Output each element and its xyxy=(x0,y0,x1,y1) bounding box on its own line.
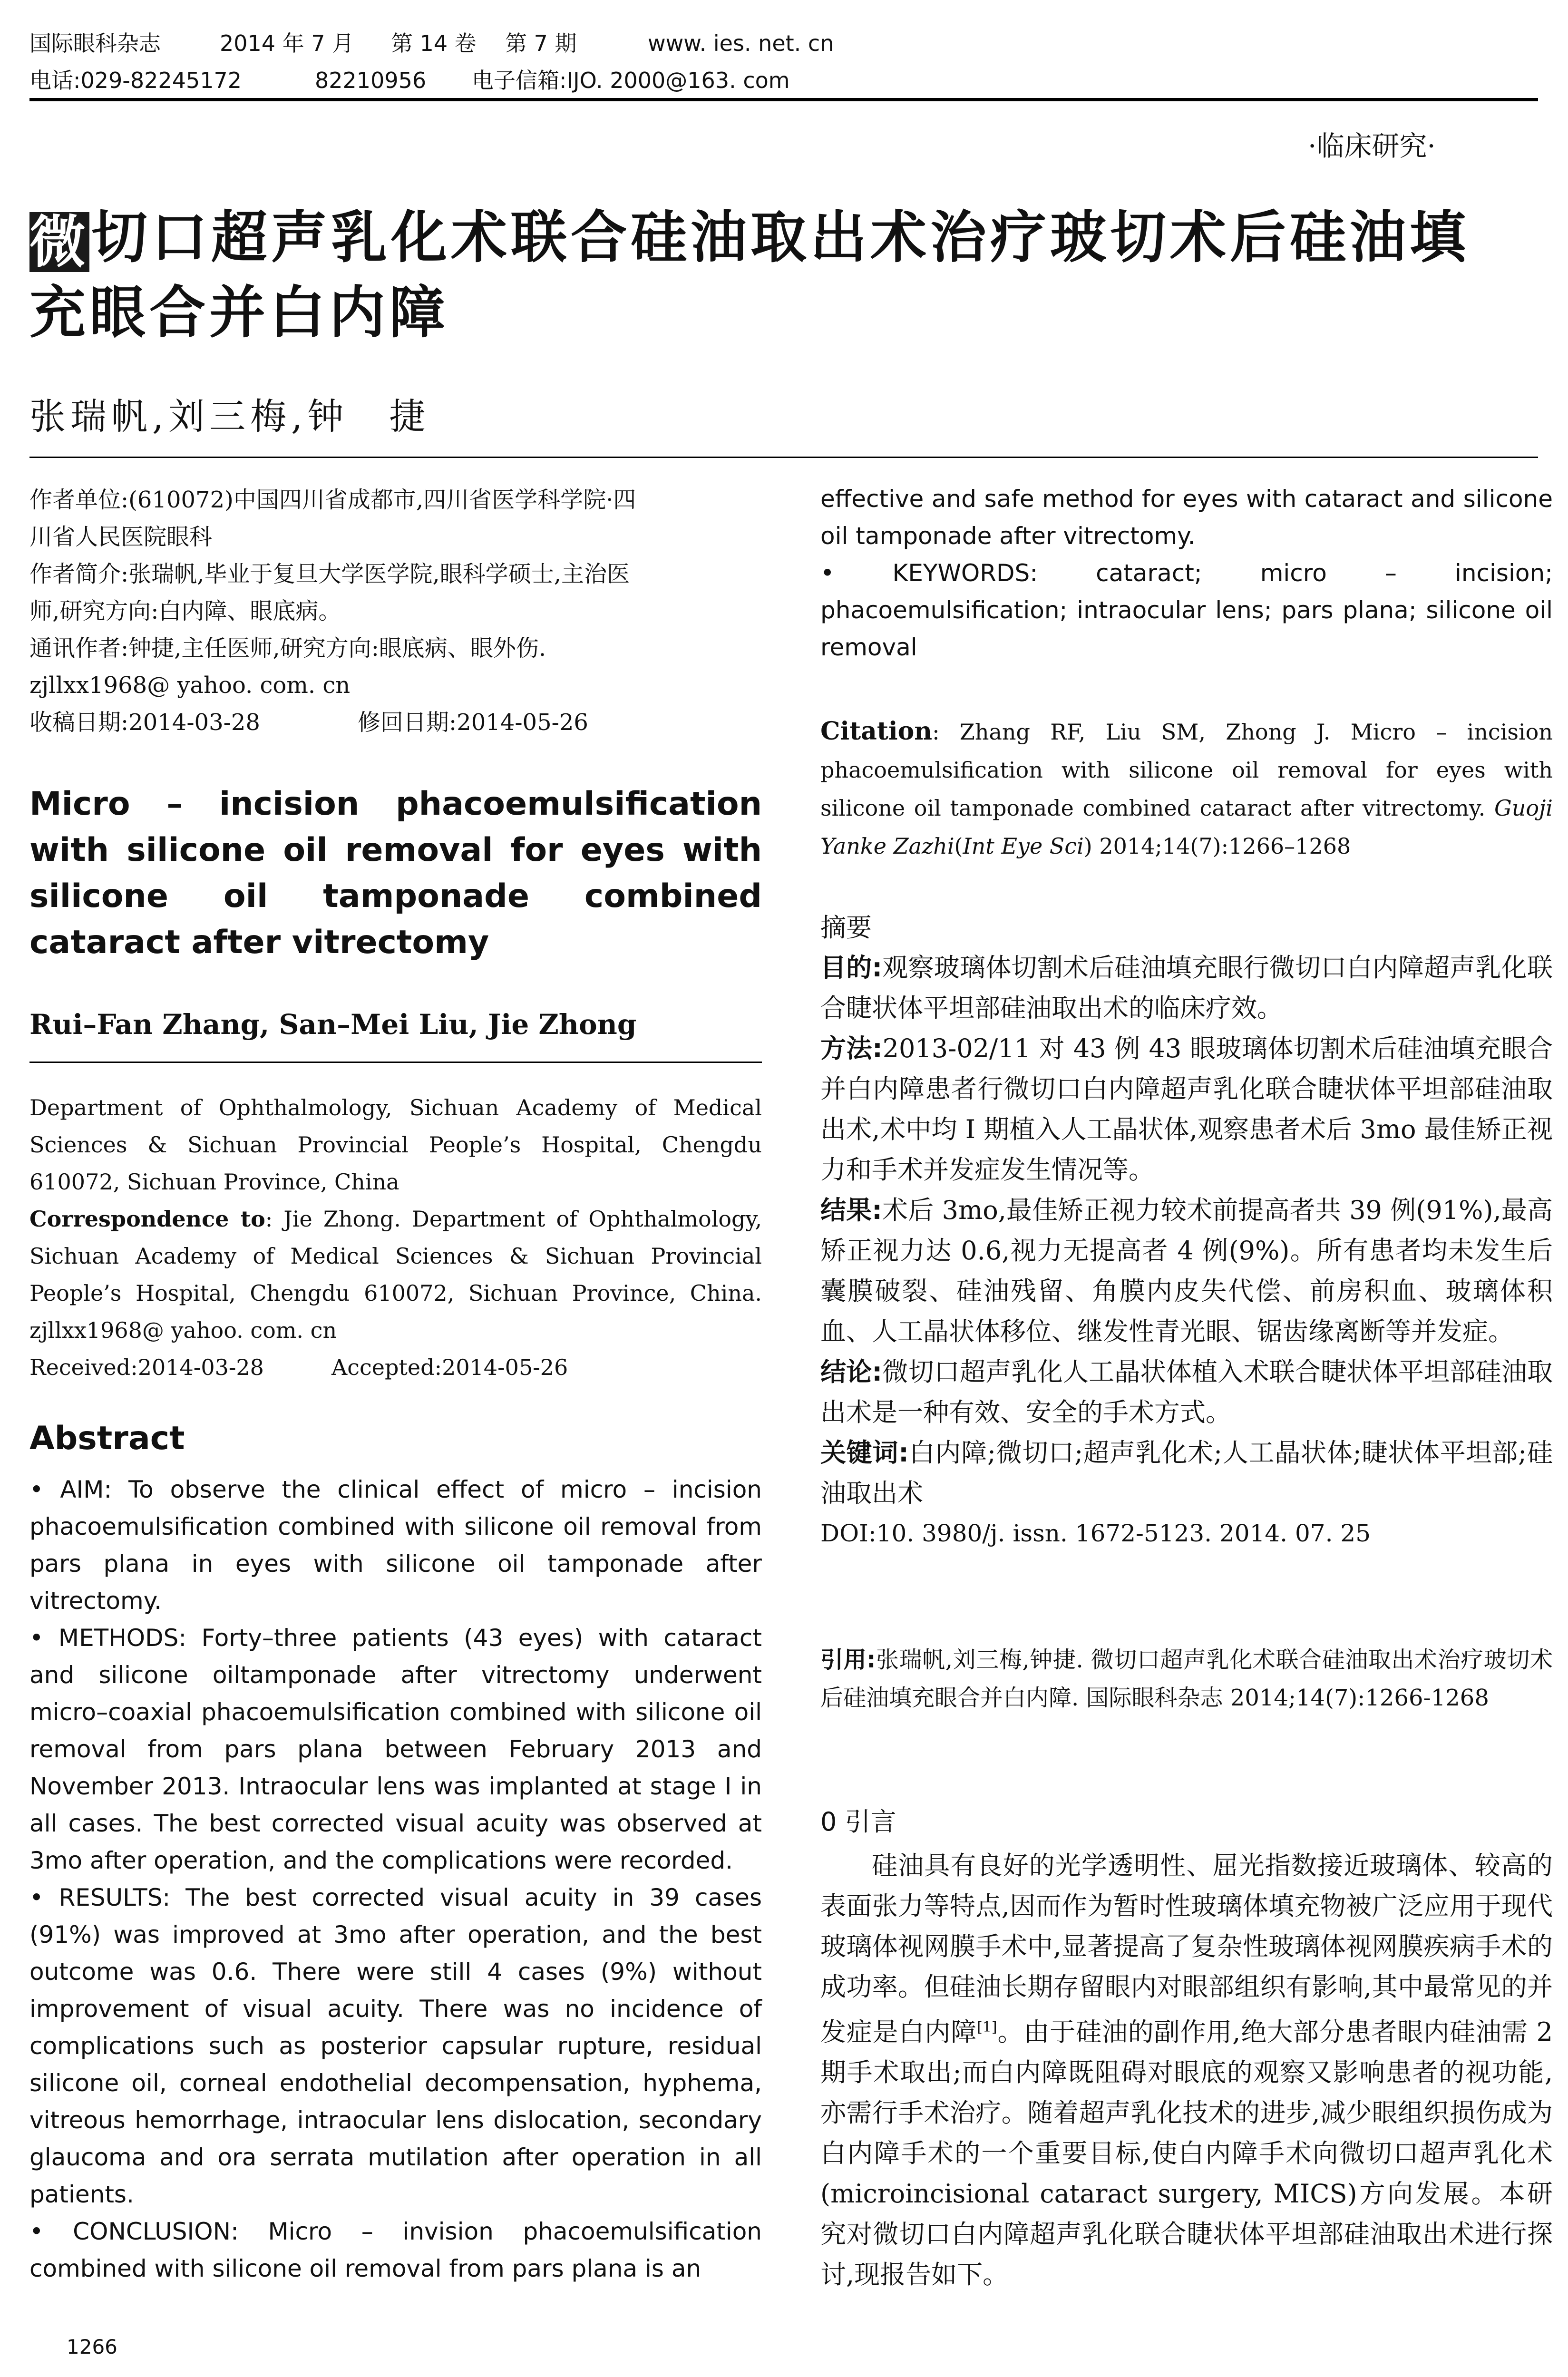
correspondence-email[interactable]: zjllxx1968@ yahoo. com. cn xyxy=(29,672,351,699)
keywords-label-cn: 关键词: xyxy=(820,1438,909,1468)
conclusion-label-cn: 结论: xyxy=(820,1357,883,1387)
reference-marker[interactable]: [1] xyxy=(977,2019,997,2036)
journal-name: 国际眼科杂志 xyxy=(29,30,161,56)
correspondence-text: : Jie Zhong. Department of Ophthalmology, Sichuan Academy of Medical Sciences & Sichuan Provincial People’s Hospital, Chengdu 610072, Sichuan Province, China. zjllxx1968@ yahoo. com. cn xyxy=(29,1206,762,1343)
revised-date-cn: 修回日期:2014-05-26 xyxy=(358,709,588,736)
methods-text-cn: 2013-02/11 对 43 例 43 眼玻璃体切割术后硅油填充眼合并白内障患者行微切口白内障超声乳化联合睫状体平坦部硅油取出术,术中均 Ⅰ 期植入人工晶状体,观察患者术后 3mo 最佳矫正视力和手术并发症发生情况等。 xyxy=(820,1033,1553,1185)
citation-journal: Guoji Yanke Zazhi xyxy=(820,795,1553,859)
intro-text-2: 。由于硅油的副作用,绝大部分患者眼内硅油需 2 期手术取出;而白内障既阻碍对眼底的观察又影响患者的视功能,亦需行手术治疗。随着超声乳化技术的进步,减少眼组织损伤成为白内障手术的一个重要目标,使白内障手术向微切口超声乳化术(microincisional cataract surgery, MICS)方向发展。本研究对微切口白内障超声乳化联合睫状体平坦部硅油取出术进行探讨,现报告如下。 xyxy=(820,2017,1553,2289)
citation-en xyxy=(820,712,1553,865)
conclusion-text-cn: 微切口超声乳化人工晶状体植入术联合睫状体平坦部硅油取出术是一种有效、安全的手术方式。 xyxy=(820,1357,1553,1427)
title-first-char: 微 xyxy=(29,209,90,275)
journal-header-line1 xyxy=(29,29,834,58)
received-date-cn: 收稿日期:2014-03-28 xyxy=(29,709,260,736)
page-number: 1266 xyxy=(67,2335,117,2358)
dates-en xyxy=(29,1349,762,1386)
cite-cn-block xyxy=(820,1641,1553,1717)
phone-number: 电话:029-82245172 xyxy=(29,68,242,93)
citation-volume: ) 2014;14(7):1266–1268 xyxy=(1083,833,1351,859)
abstract-methods: • METHODS: Forty–three patients (43 eyes) with cataract and silicone oiltamponade after vitrectomy underwent micro–coaxial phacoemulsification combined with silicone oil removal from pars plana between February 2013 and November 2013. Intraocular lens was implanted at stage I in all cases. The best corrected visual acuity was observed at 3mo after operation, and the complications were recorded. xyxy=(29,1624,762,1874)
citation-text: : Zhang RF, Liu SM, Zhong J. Micro – incision phacoemulsification with silicone oil removal for eyes with silicone oil tamponade combined cataract after vitrectomy. xyxy=(820,719,1553,821)
cite-text-cn: 张瑞帆,刘三梅,钟捷. 微切口超声乳化术联合硅油取出术治疗玻切术后硅油填充眼合并白内障. 国际眼科杂志 2014;14(7):1266-1268 xyxy=(820,1646,1553,1711)
results-text-cn: 术后 3mo,最佳矫正视力较术前提高者共 39 例(91%),最高矫正视力达 0.6,视力无提高者 4 例(9%)。所有患者均未发生后囊膜破裂、硅油残留、角膜内皮失代偿、前房积血、玻璃体积血、人工晶状体移位、继发性青光眼、锯齿缘离断等并发症。 xyxy=(820,1195,1553,1346)
citation-label: Citation xyxy=(820,717,933,746)
abstract-cn-conclusion xyxy=(820,1352,1553,1432)
intro-body xyxy=(820,1845,1553,2295)
email-address[interactable]: 电子信箱:IJO. 2000@163. com xyxy=(472,68,790,93)
methods-label-cn: 方法: xyxy=(820,1033,883,1063)
doi[interactable]: DOI:10. 3980/j. issn. 1672-5123. 2014. 07. 25 xyxy=(820,1520,1371,1547)
received-date-en: Received:2014-03-28 xyxy=(29,1354,264,1380)
title-line1: 切口超声乳化术联合硅油取出术治疗玻切术后硅油填 xyxy=(91,205,1470,270)
journal-website[interactable]: www. ies. net. cn xyxy=(648,30,834,56)
issue-date: 2014 年 7 月 xyxy=(220,30,354,56)
correspondence-label: Correspondence to xyxy=(29,1206,265,1232)
issue-number: 第 7 期 xyxy=(505,30,577,56)
abstract-keywords: • KEYWORDS: cataract; micro – incision; phacoemulsification; intraocular lens; pars plana; silicone oil removal xyxy=(820,559,1553,661)
abstract-cn-heading: 摘要 xyxy=(820,913,872,943)
authors-en: Rui–Fan Zhang, San–Mei Liu, Jie Zhong xyxy=(29,1008,637,1041)
abstract-cn-keywords xyxy=(820,1432,1553,1513)
correspondence-en xyxy=(29,1200,762,1349)
affiliation-line: 川省人民医院眼科 xyxy=(29,524,213,550)
abstract-en-continued xyxy=(820,480,1553,666)
volume: 第 14 卷 xyxy=(391,30,477,56)
department-block xyxy=(29,1089,762,1386)
authors-cn: 张瑞帆,刘三梅,钟 捷 xyxy=(29,395,430,438)
abstract-cn-results xyxy=(820,1190,1553,1352)
phone-number-2: 82210956 xyxy=(315,68,427,93)
intro-heading: 0 引言 xyxy=(820,1807,896,1837)
author-bio-line: 师,研究方向:白内障、眼底病。 xyxy=(29,598,341,624)
aim-text-cn: 观察玻璃体切割术后硅油填充眼行微切口白内障超声乳化联合睫状体平坦部硅油取出术的临床疗效。 xyxy=(820,953,1553,1023)
cite-label-cn: 引用: xyxy=(820,1646,876,1673)
authors-rule xyxy=(29,457,1538,458)
aim-label-cn: 目的: xyxy=(820,953,883,983)
article-title-en: Micro – incision phacoemulsification with silicone oil removal for eyes with silicone oil tamponade combined cataract after vitrectomy xyxy=(29,785,762,961)
citation-open: ( xyxy=(954,833,963,859)
correspondence-line: 通讯作者:钟捷,主任医师,研究方向:眼底病、眼外伤. xyxy=(29,635,546,662)
authors-en-rule xyxy=(29,1062,762,1063)
abstract-cn-methods xyxy=(820,1028,1553,1190)
journal-header-line2 xyxy=(29,66,790,95)
article-title-cn xyxy=(29,200,1551,350)
intro-text-1: 硅油具有良好的光学透明性、屈光指数接近玻璃体、较高的表面张力等特点,因而作为暂时性玻璃体填充物被广泛应用于现代玻璃体视网膜手术中,显著提高了复杂性玻璃体视网膜疾病手术的成功率。但硅油长期存留眼内对眼部组织有影响,其中最常见的并发症是白内障 xyxy=(820,1851,1553,2047)
abstract-conclusion-cont: effective and safe method for eyes with cataract and silicone oil tamponade after vitrectomy. xyxy=(820,485,1553,550)
abstract-results: • RESULTS: The best corrected visual acuity in 39 cases (91%) was improved at 3mo after operation, and the best outcome was 0.6. There were still 4 cases (9%) without improvement of visual acuity. There was no incidence of complications such as posterior capsular rupture, residual silicone oil, corneal endothelial decompensation, hyphema, vitreous hemorrhage, intraocular lens dislocation, secondary glaucoma and ora serrata mutilation after operation in all patients. xyxy=(29,1884,762,2208)
citation-journal-abbr: Int Eye Sci xyxy=(963,833,1084,859)
section-tag: ·临床研究· xyxy=(1308,130,1436,162)
abstract-cn-aim xyxy=(820,947,1553,1028)
author-bio-line: 作者简介:张瑞帆,毕业于复旦大学医学院,眼科学硕士,主治医 xyxy=(29,561,630,587)
abstract-heading: Abstract xyxy=(29,1420,185,1457)
header-rule xyxy=(29,98,1538,101)
affiliation-block xyxy=(29,481,762,741)
abstract-en xyxy=(29,1471,762,2287)
abstract-cn xyxy=(820,947,1553,1554)
affiliation-line: 作者单位:(610072)中国四川省成都市,四川省医学科学院·四 xyxy=(29,487,636,513)
accepted-date-en: Accepted:2014-05-26 xyxy=(331,1354,568,1380)
abstract-conclusion: • CONCLUSION: Micro – invision phacoemulsification combined with silicone oil removal from pars plana is an xyxy=(29,2218,762,2282)
title-line2: 充眼合并白内障 xyxy=(29,280,449,345)
dates-cn xyxy=(29,704,762,741)
results-label-cn: 结果: xyxy=(820,1195,882,1225)
abstract-aim: • AIM: To observe the clinical effect of micro – incision phacoemulsification combined with silicone oil removal from pars plana in eyes with silicone oil tamponade after vitrectomy. xyxy=(29,1476,762,1615)
department: Department of Ophthalmology, Sichuan Academy of Medical Sciences & Sichuan Provincial People’s Hospital, Chengdu 610072, Sichuan Province, China xyxy=(29,1095,762,1195)
keywords-text-cn: 白内障;微切口;超声乳化术;人工晶状体;睫状体平坦部;硅油取出术 xyxy=(820,1438,1553,1508)
